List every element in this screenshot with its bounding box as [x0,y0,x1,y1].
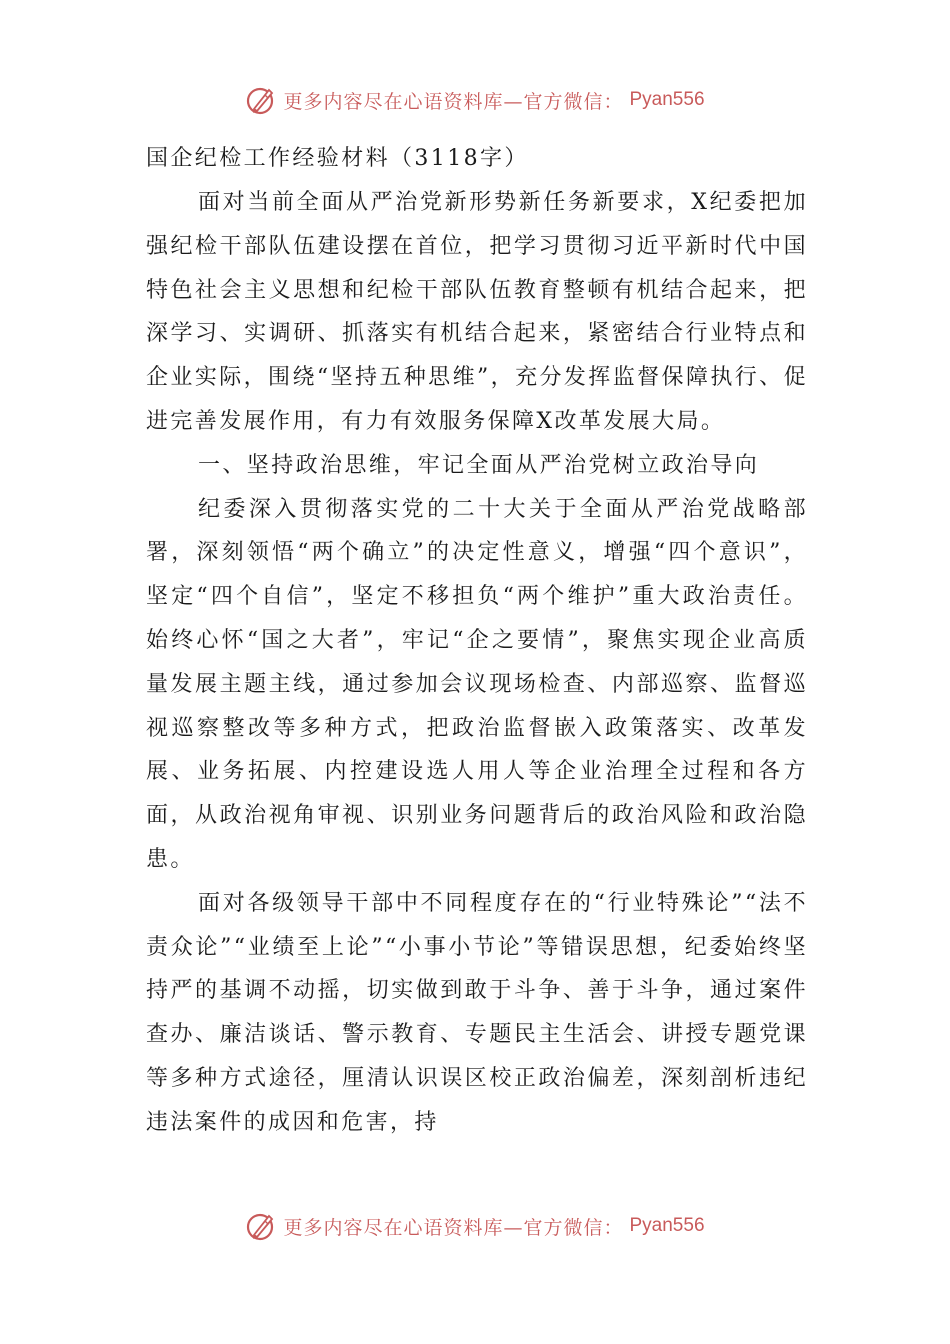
quill-pen-circle-icon [245,84,277,116]
watermark-wechat-id: Pyan556 [629,89,705,110]
watermark-footer [0,1210,950,1242]
paragraph-section-1: 纪委深入贯彻落实党的二十大关于全面从严治党战略部署，深刻领悟“两个确立”的决定性意义，增强“四个意识”，坚定“四个自信”，坚定不移担负“两个维护”重大政治责任。始终心怀“国之大者”，牢记“企之要情”，聚焦实现企业高质量发展主题主线，通过参加会议现场检查、内部巡察、监督巡视巡察整改等多种方式，把政治监督嵌入政策落实、改革发展、业务拓展、内控建设选人用人等企业治理全过程和各方面，从政治视角审视、识别业务问题背后的政治风险和政治隐患。 [146,496,808,872]
watermark-header [0,84,950,116]
watermark-text: 更多内容尽在心语资料库—官方微信： [283,1216,624,1239]
watermark-wechat-id: Pyan556 [629,1215,705,1236]
document-body [146,137,808,1145]
quill-pen-circle-icon [245,1210,277,1242]
watermark-text: 更多内容尽在心语资料库—官方微信： [283,90,624,113]
paragraph-intro: 面对当前全面从严治党新形势新任务新要求，X纪委把加强纪检干部队伍建设摆在首位，把学习贯彻习近平新时代中国特色社会主义思想和纪检干部队伍教育整顿有机结合起来，把深学习、实调研、抓落实有机结合起来，紧密结合行业特点和企业实际，围绕“坚持五种思维”，充分发挥监督保障执行、促进完善发展作用，有力有效服务保障X改革发展大局。 [146,190,808,434]
document-title: 国企纪检工作经验材料（3118字） [146,146,529,171]
section-heading-1: 一、坚持政治思维，牢记全面从严治党树立政治导向 [198,452,760,478]
paragraph-section-1-continued: 面对各级领导干部中不同程度存在的“行业特殊论”“法不责众论”“业绩至上论”“小事小节论”等错误思想，纪委始终坚持严的基调不动摇，切实做到敢于斗争、善于斗争，通过案件查办、廉洁谈话、警示教育、专题民主生活会、讲授专题党课等多种方式途径，厘清认识误区校正政治偏差，深刻剖析违纪违法案件的成因和危害，持 [146,890,808,1135]
